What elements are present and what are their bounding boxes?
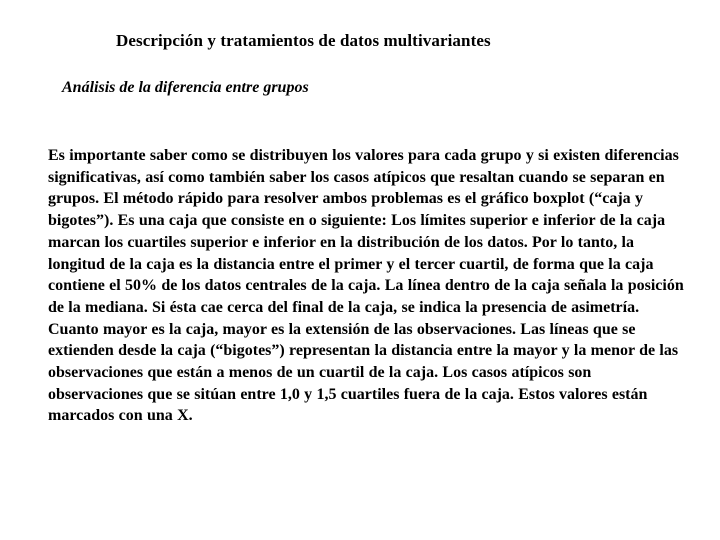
body-paragraph: Es importante saber como se distribuyen los valores para cada grupo y si existen diferencias significativas, así como también saber los casos atípicos que resaltan cuando se separan en grupos. El método rápido para resolver ambos problemas es el gráfico boxplot (“caja y bigotes”). Es una caja que consiste en o siguiente: Los límites superior e inferior de la caja marcan los cuartiles superior e inferior en la distribución de los datos. Por lo tanto, la longitud de la caja es la distancia entre el primer y el tercer cuartil, de forma que la caja contiene el 50% de los datos centrales de la caja. La línea dentro de la caja señala la posición de la mediana. Si ésta cae cerca del final de la caja, se indica la presencia de asimetría. Cuanto mayor es la caja, mayor es la extensión de las observaciones. Las líneas que se extienden desde la caja (“bigotes”) representan la distancia entre la mayor y la menor de las observaciones que están a menos de un cuartil de la caja. Los casos atípicos son observaciones que se sitúan entre 1,0 y 1,5 cuartiles fuera de la caja. Estos valores están marcados con una X. [48,147,684,425]
slide-subtitle: Análisis de la diferencia entre grupos [62,79,309,96]
slide-title: Descripción y tratamientos de datos multivariantes [116,31,491,50]
